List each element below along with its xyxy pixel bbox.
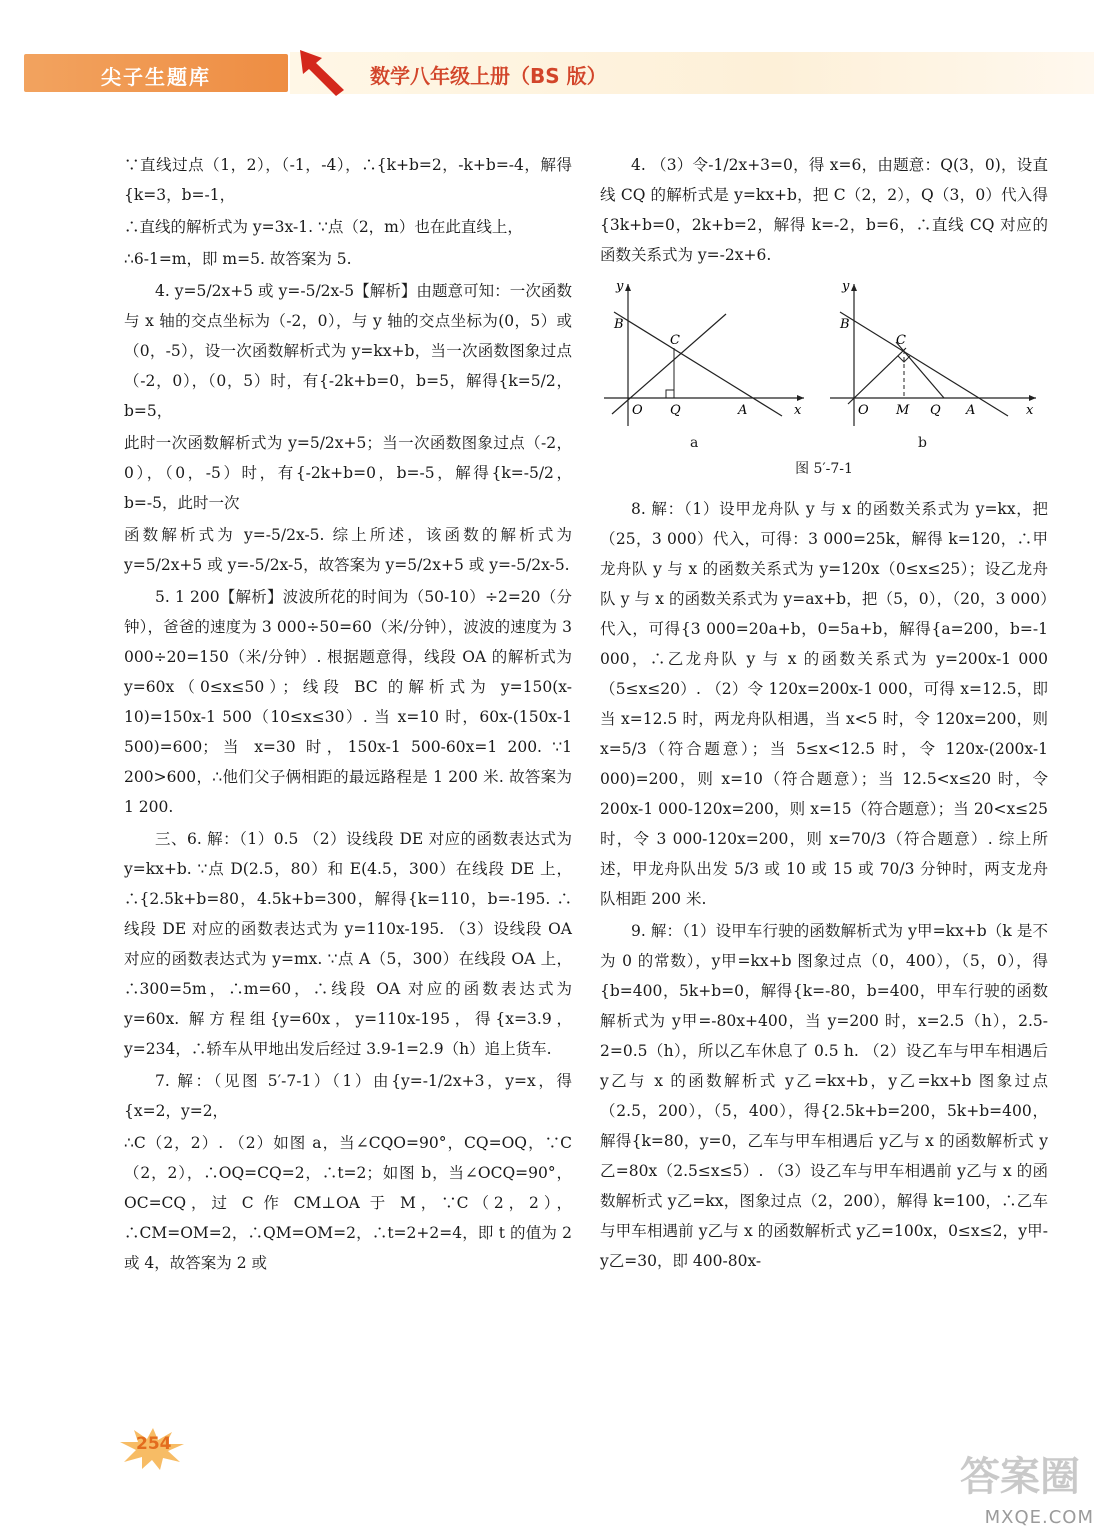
point-c-label: C [670,333,680,348]
point-c-label: C [896,333,906,348]
subfigure-b-label: b [918,435,927,451]
figure-graphs [600,276,1048,466]
page-number: 254 [136,1434,172,1454]
figure-caption: 图 5′-7-1 [795,461,853,477]
x-axis-label: x [794,403,802,418]
point-q-label: Q [930,403,941,418]
paragraph: 4. （3）令-1/2x+3=0，得 x=6，由题意：Q(3，0)，设直线 CQ 的解析式是 y=kx+b，把 C（2，2），Q（3，0）代入得{3k+b=0，2k+b=2，解得 k=-2，b=6，∴直线 CQ 对应的函数关系式为 y=-2x+6. [600,156,1048,264]
x-axis-label: x [1026,403,1034,418]
paragraph: 8. 解：（1）设甲龙舟队 y 与 x 的函数关系式为 y=kx，把（25，3 000）代入，可得：3 000=25k，解得 k=120，∴甲龙舟队 y 与 x 的函数关系式为 y=120x（0≤x≤25）；设乙龙舟队 y 与 x 的函数关系式为 y=ax+b，把（5，0），（20，3 000）代入，可得{3 000=20a+b，0=5a+b，解得{a=200，b=-1 000，∴乙龙舟队 y 与 x 的函数关系式为 y=200x-1 000（5≤x≤20）. （2）令 120x=200x-1 000，可得 x=12.5，即当 x=12.5 时，两龙舟队相遇，当 x<5 时，令 120x=200，则 x=5/3（符合题意）；当 5≤x<12.5 时，令 120x-(200x-1 000)=200，则 x=10（符合题意）；当 12.5<x≤20 时，令 200x-1 000-120x=200，则 x=15（符合题意）；当 20<x≤25 时，令 3 000-120x=200，则 x=70/3（符合题意）. 综上所述，甲龙舟队出发 5/3 或 10 或 15 或 70/3 分钟时，两支龙舟队相距 200 米. [600,500,1048,908]
watermark-logo: 答案圈 [960,1454,1080,1500]
point-b-label: B [840,317,850,332]
page-number-badge [118,1426,188,1470]
paragraph: 4. y=5/2x+5 或 y=-5/2x-5【解析】由题意可知：一次函数与 x 轴的交点坐标为（-2，0），与 y 轴的交点坐标为(0，5）或（0，-5），设一次函数解析式为 y=kx+b，当一次函数图象过点（-2，0），（0，5）时，有{-2k+b=0，b=5，解得{k=5/2，b=5， [124,282,572,420]
red-arrow-icon [292,46,352,98]
origin-label: O [632,403,643,418]
point-a-label: A [966,403,976,418]
origin-label: O [858,403,869,418]
y-axis-label: y [616,279,624,294]
paragraph: 5. 1 200【解析】波波所花的时间为（50-10）÷2=20（分钟），爸爸的速度为 3 000÷50=60（米/分钟），波波的速度为 3 000÷20=150（米/分钟）. 根据题意得，线段 OA 的解析式为 y=60x（0≤x≤50）；线段 BC 的解析式为 y=150(x-10)=150x-1 500（10≤x≤30）. 当 x=10 时，60x-(150x-1 500)=600；当 x=30 时，150x-1 500-60x=1 200. ∵1 200>600，∴他们父子俩相距的最远路程是 1 200 米. 故答案为 1 200. [124,588,572,816]
left-column [124,150,572,1280]
paragraph: 三、6. 解：（1）0.5 （2）设线段 DE 对应的函数表达式为 y=kx+b. ∵点 D(2.5，80）和 E(4.5，300）在线段 DE 上，∴{2.5k+b=80，4.5k+b=300，解得{k=110，b=-195. ∴线段 DE 对应的函数表达式为 y=110x-195. （3）设线段 OA 对应的函数表达式为 y=mx. ∵点 A（5，300）在线段 OA 上，∴300=5m，∴m=60，∴线段 OA 对应的函数表达式为 y=60x. 解方程组{y=60x，y=110x-195，得{x=3.9，y=234，∴轿车从甲地出发后经过 3.9-1=2.9（h）追上货车. [124,830,572,1058]
header-brand: 尖子生题库 [101,65,211,89]
paragraph: 函数解析式为 y=-5/2x-5. 综上所述，该函数的解析式为 y=5/2x+5 或 y=-5/2x-5，故答案为 y=5/2x+5 或 y=-5/2x-5. [124,526,572,574]
graph-b [830,279,1036,426]
right-column [600,150,1048,1278]
paragraph: ∴6-1=m，即 m=5. 故答案为 5. [124,250,352,268]
figure-5-7-1 [600,276,1048,486]
header-brand-tab [24,54,288,92]
point-q-label: Q [670,403,681,418]
header-subject: 数学八年级上册（BS 版） [370,64,607,88]
point-a-label: A [738,403,748,418]
point-b-label: B [614,317,624,332]
paragraph: ∵直线过点（1，2），（-1，-4），∴{k+b=2，-k+b=-4，解得{k=3，b=-1， [124,156,572,204]
subfigure-a-label: a [690,435,699,451]
graph-a [604,279,804,426]
paragraph: ∴C（2，2）. （2）如图 a，当∠CQO=90°，CQ=OQ，∵C（2，2），∴OQ=CQ=2，∴t=2；如图 b，当∠OCQ=90°，OC=CQ，过 C 作 CM⊥OA 于 M，∵C（2，2），∴CM=OM=2，∴QM=OM=2，∴t=2+2=4，即 t 的值为 2 或 4，故答案为 2 或 [124,1134,572,1272]
paragraph: 此时一次函数解析式为 y=5/2x+5；当一次函数图象过点（-2，0），（0，-5）时，有{-2k+b=0，b=-5，解得{k=-5/2，b=-5，此时一次 [124,434,572,512]
paragraph: ∴直线的解析式为 y=3x-1. ∵点（2，m）也在此直线上， [124,218,523,236]
paragraph: 9. 解：（1）设甲车行驶的函数解析式为 y甲=kx+b（k 是不为 0 的常数），y甲=kx+b 图象过点（0，400），（5，0），得{b=400，5k+b=0，解得{k=-80，b=400，甲车行驶的函数解析式为 y甲=-80x+400，当 y=200 时，x=2.5（h），2.5-2=0.5（h），所以乙车休息了 0.5 h. （2）设乙车与甲车相遇后 y乙与 x 的函数解析式 y乙=kx+b，y乙=kx+b 图象过点（2.5，200），（5，400），得{2.5k+b=200，5k+b=400，解得{k=80，y=0，乙车与甲车相遇后 y乙与 x 的函数解析式 y乙=80x（2.5≤x≤5）. （3）设乙车与甲车相遇前 y乙与 x 的函数解析式 y乙=kx，图象过点（2，200），解得 k=100，∴乙车与甲车相遇前 y乙与 x 的函数解析式 y乙=100x，0≤x≤2，y甲-y乙=30，即 400-80x- [600,922,1048,1270]
paragraph: 7. 解：（见图 5′-7-1）（1）由{y=-1/2x+3，y=x，得{x=2，y=2， [124,1072,572,1120]
y-axis-label: y [842,279,850,294]
point-m-label: M [896,403,910,418]
watermark-site: MXQE.COM [984,1507,1094,1528]
